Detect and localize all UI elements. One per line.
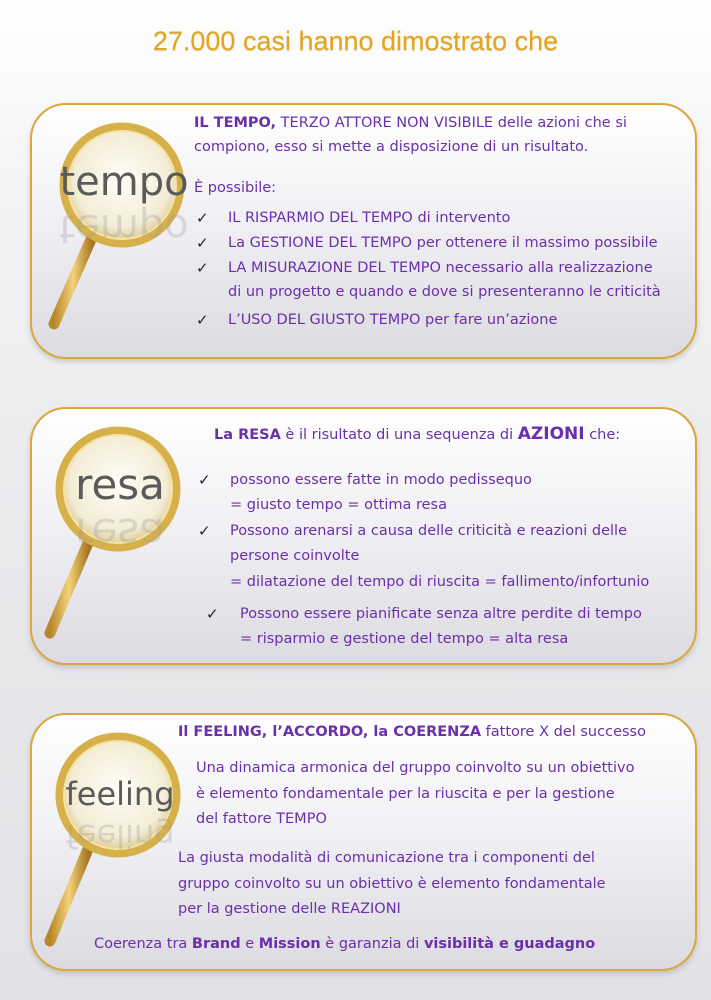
magnifier-icon (34, 423, 184, 643)
panel3-line: è elemento fondamentale per la riuscita e per la gestione (196, 786, 615, 802)
check-icon: ✓ (198, 522, 211, 540)
panel3-head-rest: fattore X del successo (481, 724, 646, 740)
magnifier-icon (34, 729, 184, 949)
panel-resa (30, 407, 697, 665)
panel3-line: Una dinamica armonica del gruppo coinvolto su un obiettivo (196, 760, 635, 776)
panel2-line: = risparmio e gestione del tempo = alta resa (240, 631, 569, 647)
panel1-line2: compiono, esso si mette a disposizione di un risultato. (194, 139, 589, 155)
panel1-item: IL RISPARMIO DEL TEMPO di intervento (228, 210, 511, 226)
check-icon: ✓ (196, 209, 209, 227)
panel3-line: La giusta modalità di comunicazione tra i componenti del (178, 850, 595, 866)
panel2-line: Possono essere pianificate senza altre perdite di tempo (240, 606, 642, 622)
panel3-head-bold: Il FEELING, l’ACCORDO, la COERENZA (178, 724, 482, 740)
panel2-line: = giusto tempo = ottima resa (230, 497, 447, 513)
footer-visibility: visibilità e guadagno (423, 936, 596, 952)
panel1-line1-rest: TERZO ATTORE NON VISIBILE delle azioni che si (276, 115, 627, 131)
lens-word-reflection: tempo (59, 205, 189, 251)
check-icon: ✓ (198, 471, 211, 489)
lens-word-reflection: feeling (65, 817, 175, 855)
check-icon: ✓ (196, 234, 209, 252)
panel2-heading (214, 425, 620, 445)
panel1-line1-bold: IL TEMPO, (194, 115, 277, 131)
panel-tempo (30, 103, 697, 359)
panel3-footer (94, 935, 595, 954)
magnifier-icon (40, 119, 190, 334)
panel1-line1 (194, 114, 627, 133)
check-icon: ✓ (206, 605, 219, 623)
footer-a: Coerenza tra (94, 936, 192, 952)
page-title: 27.000 casi hanno dimostrato che (152, 26, 559, 56)
panel2-head-bold2: AZIONI (517, 424, 585, 444)
panel2-line: possono essere fatte in modo pedissequo (230, 472, 532, 488)
panel2-head-bold1: La RESA (214, 427, 281, 443)
lens-word: tempo (59, 159, 189, 205)
panel3-line: del fattore TEMPO (196, 811, 327, 827)
panel3-line: per la gestione delle REAZIONI (178, 901, 401, 917)
lens-word: resa (75, 460, 165, 509)
footer-c: e (240, 936, 259, 952)
panel2-head-end: che: (584, 427, 621, 443)
panel2-line: Possono arenarsi a causa delle criticità e reazioni delle (230, 523, 628, 539)
panel-feeling (30, 713, 697, 971)
panel2-head-mid: è il risultato di una sequenza di (280, 427, 518, 443)
panel1-intro: È possibile: (194, 180, 277, 196)
panel2-line: persone coinvolte (230, 548, 360, 564)
panel1-item: L’USO DEL GIUSTO TEMPO per fare un’azione (228, 312, 558, 328)
check-icon: ✓ (196, 259, 209, 277)
footer-mission: Mission (258, 936, 321, 952)
panel1-item: La GESTIONE DEL TEMPO per ottenere il massimo possibile (228, 235, 658, 251)
lens-word-reflection: resa (75, 509, 165, 558)
lens-word: feeling (65, 775, 175, 813)
panel1-item: di un progetto e quando e dove si presenteranno le criticità (228, 284, 661, 300)
panel2-line: = dilatazione del tempo di riuscita = fallimento/infortunio (230, 574, 650, 590)
panel1-item: LA MISURAZIONE DEL TEMPO necessario alla realizzazione (228, 260, 653, 276)
panel3-heading (178, 723, 646, 742)
footer-brand: Brand (191, 936, 241, 952)
panel3-line: gruppo coinvolto su un obiettivo è elemento fondamentale (178, 876, 606, 892)
footer-e: è garanzia di (320, 936, 424, 952)
check-icon: ✓ (196, 311, 209, 329)
